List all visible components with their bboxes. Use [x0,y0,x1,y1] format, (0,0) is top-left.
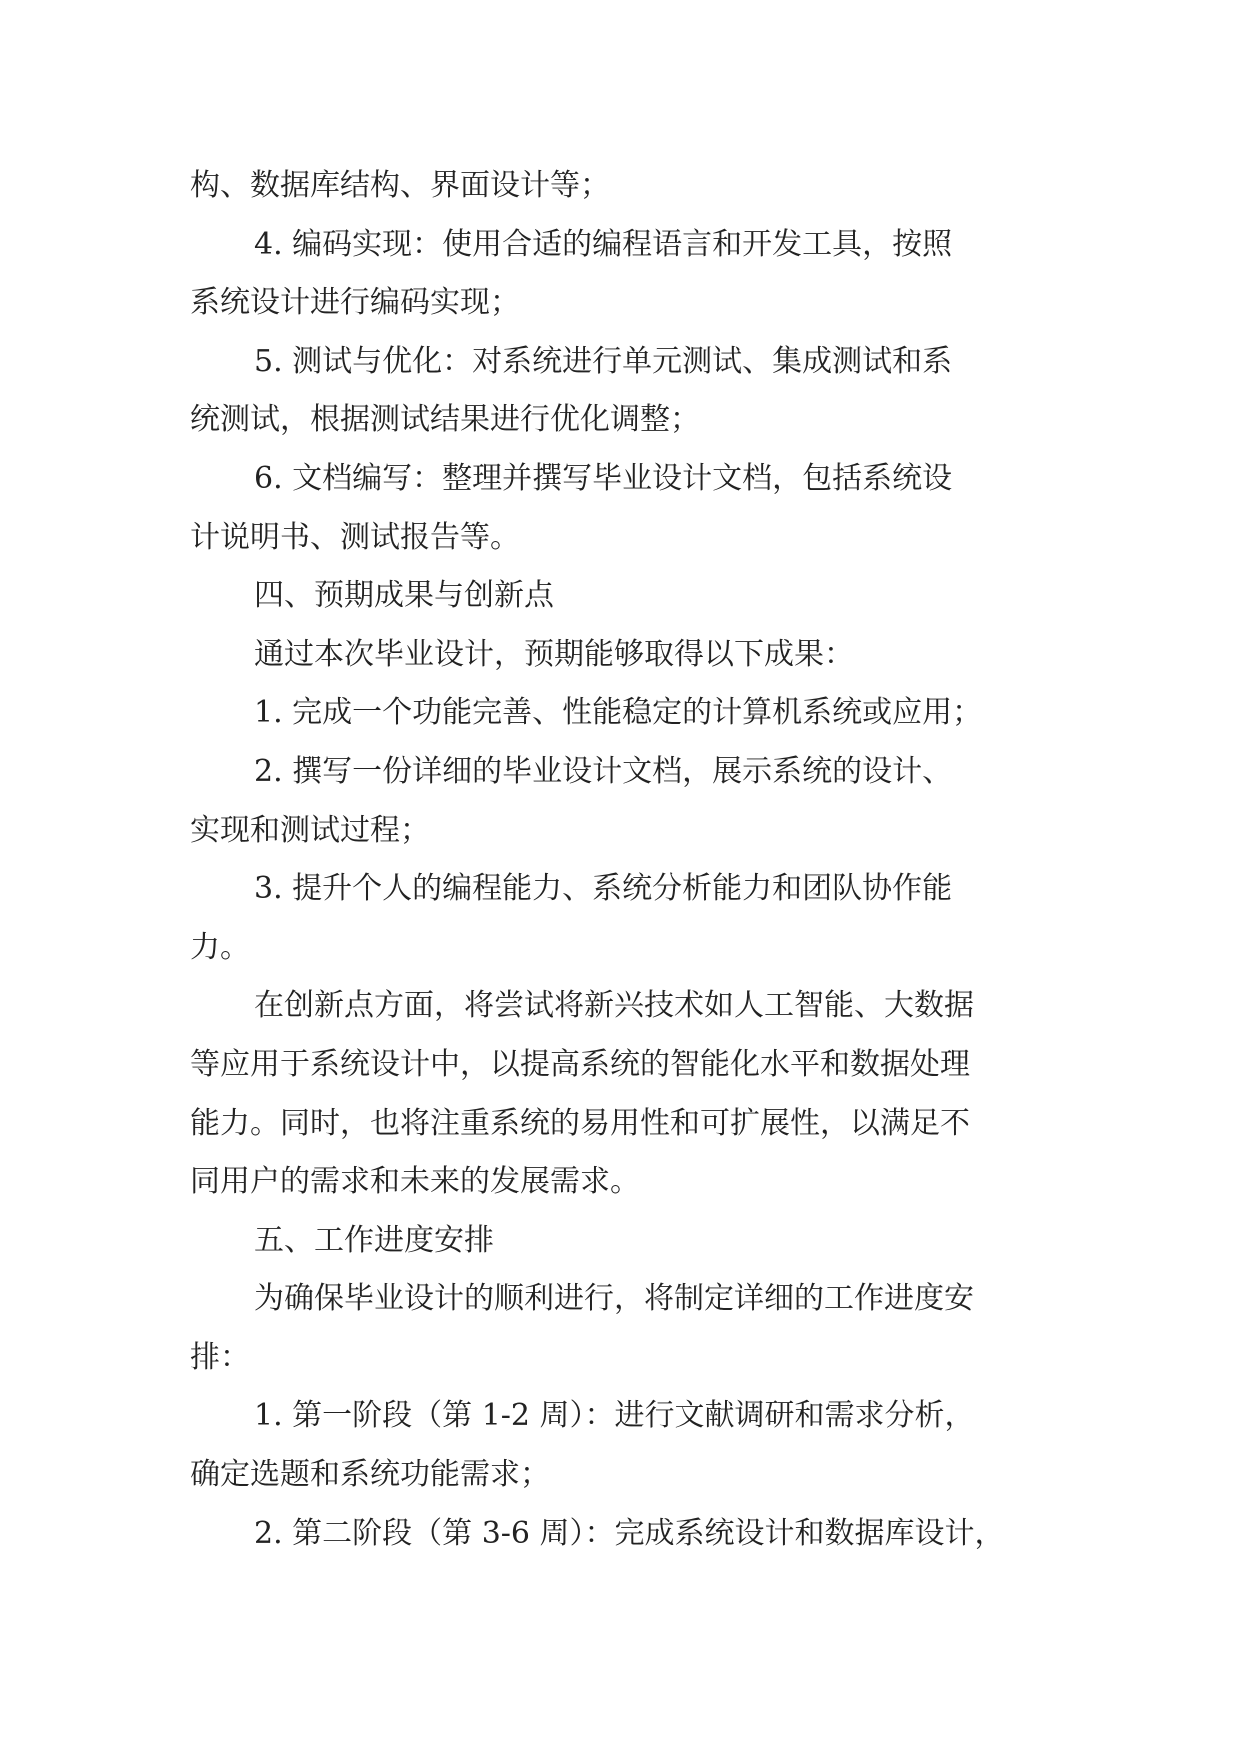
text-line: 排： [190,1339,250,1375]
list-item-line: 1. 第一阶段（第 1-2 周）：进行文献调研和需求分析， [254,1398,975,1434]
text-line: 实现和测试过程； [190,812,430,848]
list-item-line: 2. 撰写一份详细的毕业设计文档，展示系统的设计、 [254,753,953,789]
text-line: 同用户的需求和未来的发展需求。 [190,1164,640,1200]
text-line: 确定选题和系统功能需求； [190,1457,550,1493]
text-line: 力。 [190,929,250,965]
paragraph-line: 通过本次毕业设计，预期能够取得以下成果： [254,636,854,672]
list-item-line: 3. 提升个人的编程能力、系统分析能力和团队协作能 [254,871,953,907]
text-line: 计说明书、测试报告等。 [190,519,520,555]
list-item-line: 5. 测试与优化：对系统进行单元测试、集成测试和系 [254,343,953,379]
text-line: 统测试，根据测试结果进行优化调整； [190,402,700,438]
text-line: 等应用于系统设计中，以提高系统的智能化水平和数据处理 [190,1046,970,1082]
paragraph-line: 在创新点方面，将尝试将新兴技术如人工智能、大数据 [254,988,974,1024]
text-line: 构、数据库结构、界面设计等； [190,168,610,203]
section-heading: 四、预期成果与创新点 [254,578,554,614]
list-item-line: 6. 文档编写：整理并撰写毕业设计文档，包括系统设 [254,460,953,496]
list-item-line: 4. 编码实现：使用合适的编程语言和开发工具，按照 [254,226,953,262]
text-line: 能力。同时，也将注重系统的易用性和可扩展性，以满足不 [190,1105,970,1141]
section-heading: 五、工作进度安排 [254,1222,494,1258]
list-item-line: 1. 完成一个功能完善、性能稳定的计算机系统或应用； [254,695,983,731]
paragraph-line: 为确保毕业设计的顺利进行，将制定详细的工作进度安 [254,1281,974,1317]
list-item-line: 2. 第二阶段（第 3-6 周）：完成系统设计和数据库设计， [254,1515,1005,1551]
text-line: 系统设计进行编码实现； [190,285,520,321]
document-body [190,157,1055,1563]
